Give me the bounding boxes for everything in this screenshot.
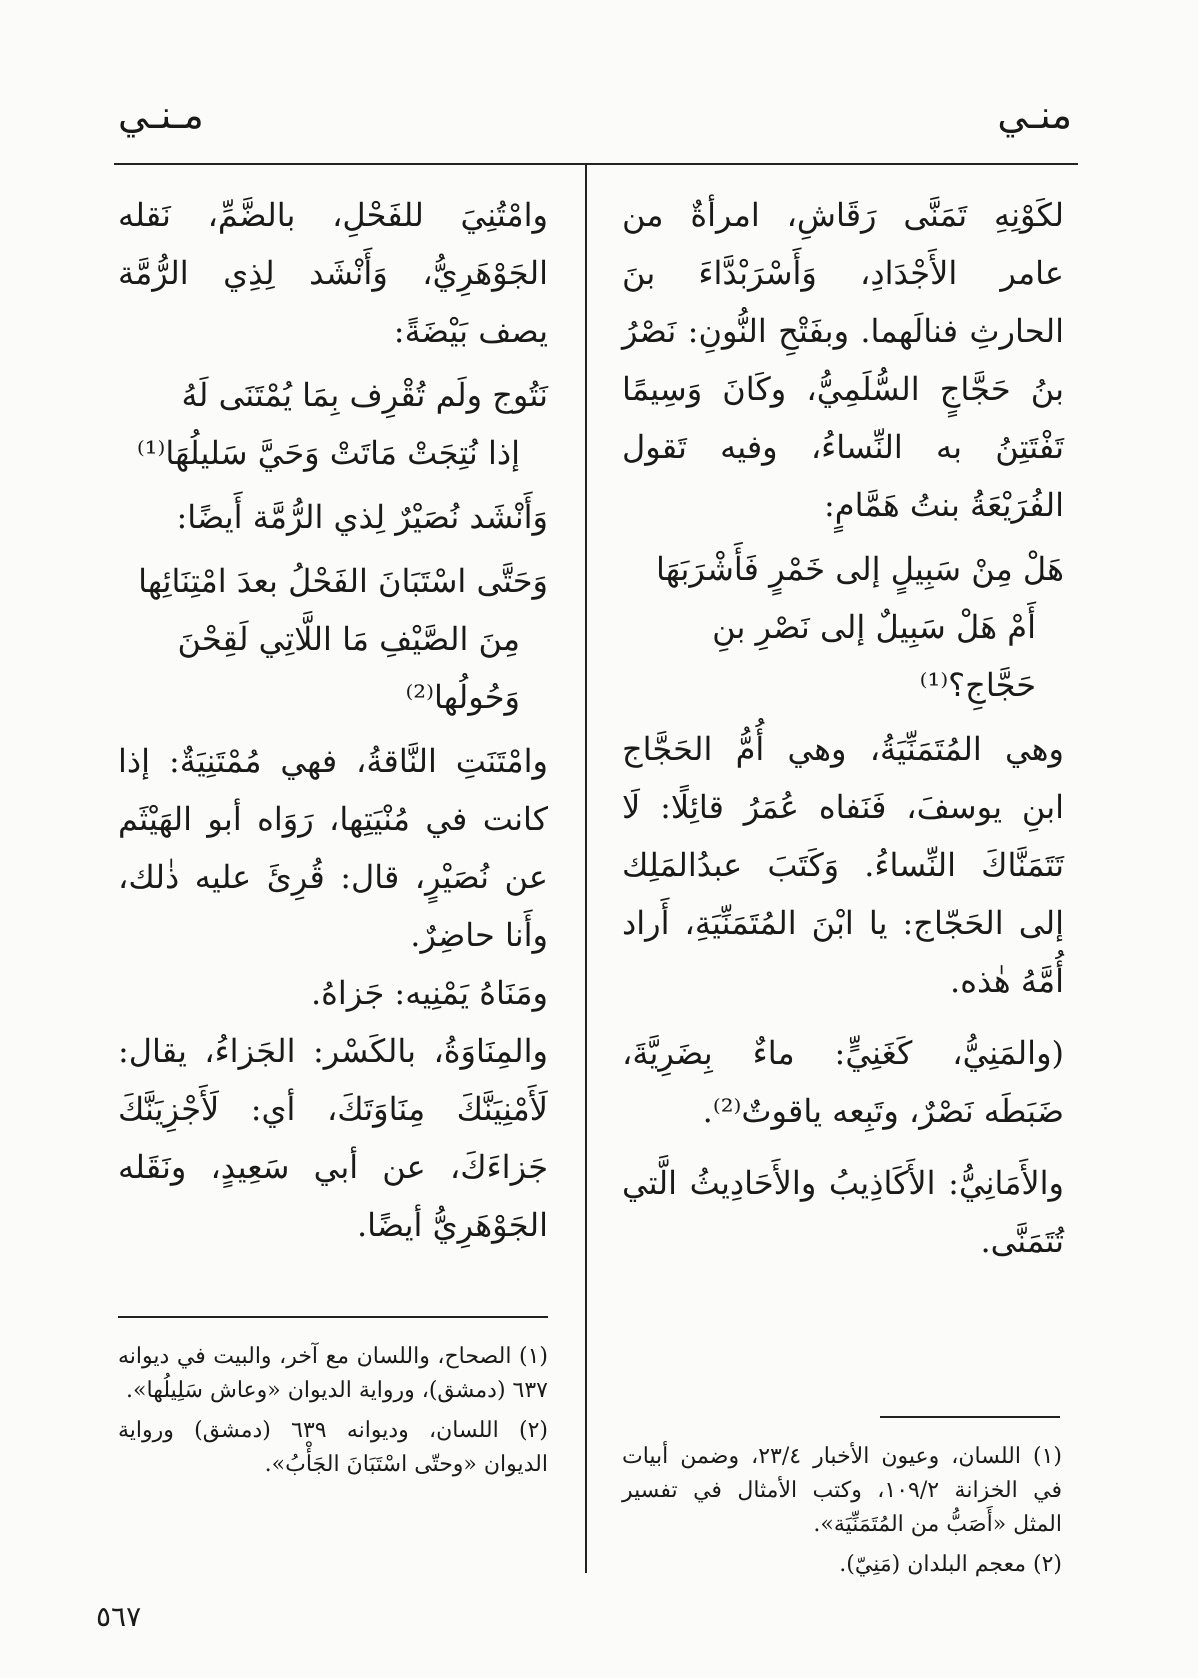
- verse-line: مِنَ الصَّيْفِ مَا اللَّاتِي لَقِحْنَ وَحُولُها⁽²⁾: [177, 620, 520, 716]
- verse-line: أَمْ هَلْ سَبِيلٌ إلى نَصْرِ بنِ حَجَّاجِ؟⁽¹⁾: [712, 608, 1036, 704]
- left-column: [118, 186, 548, 1254]
- verse: [118, 552, 548, 726]
- footnote: (١) الصحاح، واللسان مع آخر، والبيت في ديوانه ٦٣٧ (دمشق)، ورواية الديوان «وعاش سَلِيلُها».: [118, 1344, 548, 1403]
- footnote: (١) اللسان، وعيون الأخبار ٢٣/٤، وضمن أبيات في الخزانة ١٠٩/٢، وكتب الأمثال في تفسير المثل «أَصَبُّ من المُتَمَنِّيَة».: [622, 1444, 1062, 1537]
- footnote-rule: [118, 1316, 548, 1318]
- right-column: [622, 186, 1064, 1270]
- paragraph: لكَوْنِهِ تَمَنَّى رَقَاشِ، امرأةٌ من عامر الأَجْدَادِ، وَأَسْرَبْدَّاءَ بنَ الحارثِ فنالَهما. وبفَتْحِ النُّونِ: نَصْرُ بنُ حَجَّاجٍ السُّلَمِيُّ، وكَانَ وَسِيمًا تَفْتَتِنُ به النِّساءُ، وفيه تَقول الفُرَيْعَةُ بنتُ هَمَّامٍ:: [622, 196, 1064, 524]
- footnote: (٢) معجم البلدان (مَنِيّ).: [839, 1552, 1062, 1577]
- footnote-rule: [880, 1416, 1060, 1418]
- paragraph: وامْتُنِيَ للفَحْلِ، بالضَّمِّ، نَقله الجَوْهَرِيُّ، وَأَنْشَد لِذِي الرُّمَّة يصف بَيْضَةً:: [118, 196, 548, 350]
- verse: [622, 540, 1064, 714]
- paragraph: (والمَنِيُّ، كَغَنِيٍّ: ماءٌ بِضَرِيَّةَ، ضَبَطَه نَصْرٌ، وتَبِعه ياقوتٌ⁽²⁾.: [622, 1034, 1064, 1130]
- verse-line: نَتُوج ولَم تُقْرِف بِمَا يُمْتَنَى لَهُ: [181, 376, 548, 414]
- column-divider: [585, 163, 587, 1573]
- running-head-right: منـي: [997, 93, 1072, 137]
- paragraph: والمِنَاوَةُ، بالكَسْر: الجَزاءُ، يقال: لَأَمْنِيَنَّكَ مِنَاوَتَكَ، أي: لَأَجْزِيَنَّكَ جَزاءَكَ، عن أبي سَعِيدٍ، ونَقَله الجَوْهَرِيُّ أيضًا.: [118, 1032, 548, 1244]
- verse-line: هَلْ مِنْ سَبِيلٍ إلى خَمْرٍ فَأَشْرَبَهَا: [656, 550, 1064, 588]
- page-number: ٥٦٧: [96, 1600, 142, 1633]
- verse-line: إذا نُتِجَتْ مَاتَتْ وَحَيَّ سَليلُهَا⁽¹⁾: [136, 434, 520, 472]
- header-rule: [114, 163, 1078, 165]
- footnote: (٢) اللسان، وديوانه ٦٣٩ (دمشق) ورواية الديوان «وحتّى اسْتَبَانَ الجَأْبُ».: [118, 1418, 548, 1477]
- footnotes-left: [118, 1340, 548, 1488]
- paragraph: ومَنَاهُ يَمْنِيه: جَزاهُ.: [310, 974, 548, 1012]
- paragraph: وامْتَنَتِ النَّاقةُ، فهي مُمْتَنِيَةٌ: إذا كانت في مُنْيَتِها، رَوَاه أبو الهَيْثَم عن نُصَيْرٍ، قال: قُرِئَ عليه ذٰلك، وأَنا حاضِرٌ.: [118, 742, 548, 954]
- paragraph: وهي المُتَمَنِّيَةُ، وهي أُمُّ الحَجَّاج ابنِ يوسفَ، فَنَفاه عُمَرُ قائِلًا: لَا تَتَمَنَّاكَ النِّساءُ. وَكَتَبَ عبدُالمَلِك إلى الحَجّاج: يا ابْنَ المُتَمَنِّيَةِ، أَراد أُمَّهُ هٰذه.: [622, 730, 1064, 1000]
- running-head-left: مـنـي: [118, 93, 204, 137]
- verse: [118, 366, 548, 482]
- paragraph: والأَمَانِيُّ: الأَكَاذِيبُ والأَحَادِيثُ الَّتي تُتَمَنَّى.: [622, 1164, 1064, 1260]
- verse-line: وَحَتَّى اسْتَبَانَ الفَحْلُ بعدَ امْتِنَائِها: [138, 562, 548, 600]
- paragraph: وَأَنْشَد نُصَيْرٌ لِذي الرُّمَّة أَيضًا:: [176, 498, 548, 536]
- footnotes-right: [622, 1440, 1062, 1588]
